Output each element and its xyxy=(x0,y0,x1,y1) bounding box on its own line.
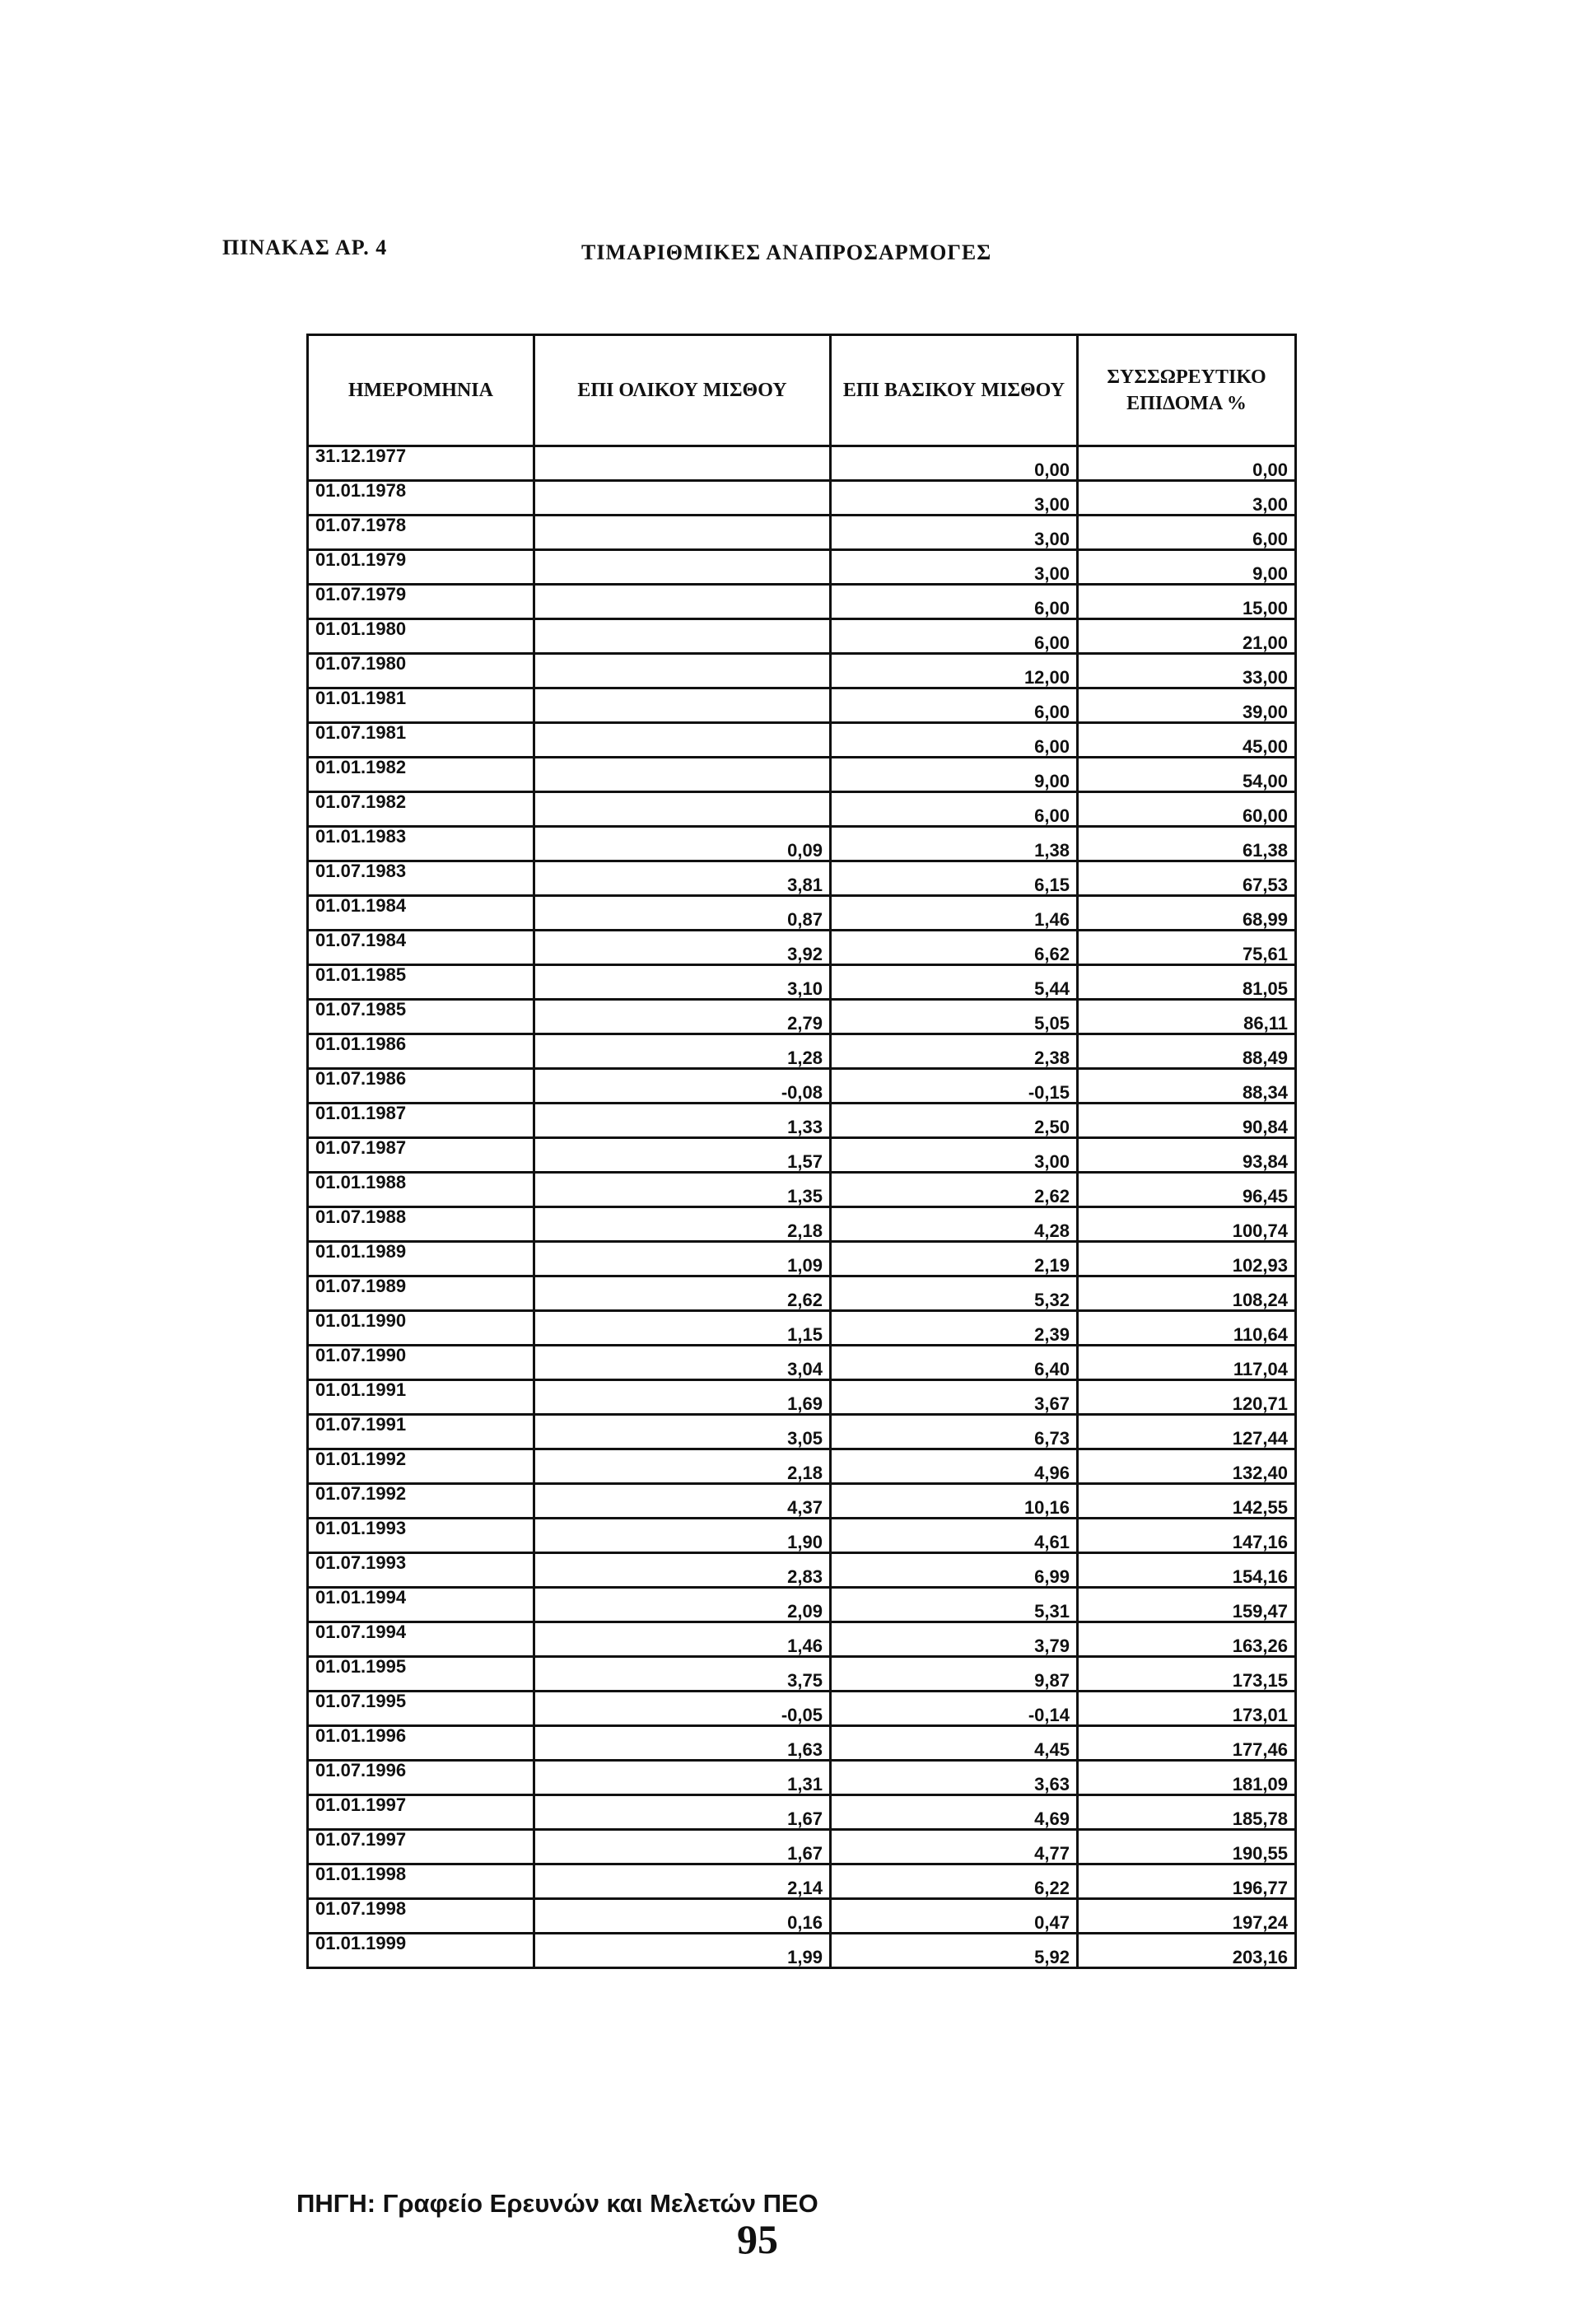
cell-date: 01.01.1998 xyxy=(308,1864,534,1899)
cell-cumulative: 154,16 xyxy=(1078,1553,1296,1588)
cell-cumulative: 132,40 xyxy=(1078,1449,1296,1484)
cell-total-salary: 3,92 xyxy=(534,931,831,965)
column-header-total-salary: ΕΠΙ ΟΛΙΚΟΥ ΜΙΣΘΟΥ xyxy=(534,335,831,446)
cell-date: 01.01.1990 xyxy=(308,1311,534,1346)
cell-basic-salary: 6,00 xyxy=(831,723,1078,758)
cell-date: 01.01.1984 xyxy=(308,896,534,931)
cell-date: 01.01.1983 xyxy=(308,827,534,861)
cell-basic-salary: 2,50 xyxy=(831,1104,1078,1138)
cell-cumulative: 67,53 xyxy=(1078,861,1296,896)
cell-basic-salary: 4,28 xyxy=(831,1207,1078,1242)
cell-cumulative: 6,00 xyxy=(1078,516,1296,550)
cell-date: 01.07.1998 xyxy=(308,1899,534,1934)
table-row xyxy=(308,1242,1296,1276)
cell-date: 01.07.1983 xyxy=(308,861,534,896)
cell-date: 01.07.1979 xyxy=(308,585,534,619)
cell-basic-salary: 3,00 xyxy=(831,516,1078,550)
table-row xyxy=(308,1034,1296,1069)
page-title: ΤΙΜΑΡΙΘΜΙΚΕΣ ΑΝΑΠΡΟΣΑΡΜΟΓΕΣ xyxy=(581,240,992,264)
table-row xyxy=(308,1138,1296,1173)
cell-basic-salary: 9,00 xyxy=(831,758,1078,792)
cell-basic-salary: 0,47 xyxy=(831,1899,1078,1934)
cell-total-salary: 1,67 xyxy=(534,1795,831,1830)
cell-total-salary: 4,37 xyxy=(534,1484,831,1519)
cell-date: 01.01.1982 xyxy=(308,758,534,792)
table-row xyxy=(308,1069,1296,1104)
table-row xyxy=(308,965,1296,1000)
cell-total-salary: 1,28 xyxy=(534,1034,831,1069)
table-row xyxy=(308,1795,1296,1830)
cell-total-salary: 1,31 xyxy=(534,1761,831,1795)
cell-cumulative: 108,24 xyxy=(1078,1276,1296,1311)
cell-basic-salary: 6,40 xyxy=(831,1346,1078,1380)
cell-date: 01.07.1986 xyxy=(308,1069,534,1104)
cell-total-salary: -0,08 xyxy=(534,1069,831,1104)
cell-cumulative: 163,26 xyxy=(1078,1622,1296,1657)
cell-date: 01.01.1980 xyxy=(308,619,534,654)
cell-date: 01.01.1992 xyxy=(308,1449,534,1484)
table-row xyxy=(308,1484,1296,1519)
cell-total-salary xyxy=(534,585,831,619)
cell-total-salary: 1,09 xyxy=(534,1242,831,1276)
cell-date: 01.07.1989 xyxy=(308,1276,534,1311)
table-row xyxy=(308,619,1296,654)
table-row xyxy=(308,1622,1296,1657)
table-body xyxy=(308,446,1296,1968)
cell-total-salary: -0,05 xyxy=(534,1692,831,1726)
cell-basic-salary: 6,00 xyxy=(831,688,1078,723)
cell-date: 01.01.1993 xyxy=(308,1519,534,1553)
cell-basic-salary: 4,77 xyxy=(831,1830,1078,1864)
table-row xyxy=(308,446,1296,481)
cell-date: 01.01.1996 xyxy=(308,1726,534,1761)
cell-cumulative: 54,00 xyxy=(1078,758,1296,792)
table-row xyxy=(308,1276,1296,1311)
cell-total-salary: 1,67 xyxy=(534,1830,831,1864)
cell-basic-salary: 4,45 xyxy=(831,1726,1078,1761)
cell-cumulative: 0,00 xyxy=(1078,446,1296,481)
cell-total-salary xyxy=(534,688,831,723)
cell-date: 01.01.1988 xyxy=(308,1173,534,1207)
cell-date: 01.01.1991 xyxy=(308,1380,534,1415)
cell-cumulative: 147,16 xyxy=(1078,1519,1296,1553)
cell-total-salary: 0,16 xyxy=(534,1899,831,1934)
cell-date: 01.07.1992 xyxy=(308,1484,534,1519)
cell-cumulative: 88,49 xyxy=(1078,1034,1296,1069)
cell-total-salary xyxy=(534,758,831,792)
cell-basic-salary: 3,67 xyxy=(831,1380,1078,1415)
cell-cumulative: 3,00 xyxy=(1078,481,1296,516)
cell-date: 01.07.1987 xyxy=(308,1138,534,1173)
cell-date: 01.07.1996 xyxy=(308,1761,534,1795)
table-header xyxy=(308,335,1296,446)
table-row xyxy=(308,1899,1296,1934)
cell-basic-salary: 6,73 xyxy=(831,1415,1078,1449)
cell-date: 01.01.1995 xyxy=(308,1657,534,1692)
column-header-basic-salary: ΕΠΙ ΒΑΣΙΚΟΥ ΜΙΣΘΟΥ xyxy=(831,335,1078,446)
cell-total-salary: 2,79 xyxy=(534,1000,831,1034)
cell-basic-salary: 5,05 xyxy=(831,1000,1078,1034)
cell-date: 01.07.1978 xyxy=(308,516,534,550)
cell-date: 01.01.1981 xyxy=(308,688,534,723)
cell-basic-salary: 6,15 xyxy=(831,861,1078,896)
cell-date: 01.01.1994 xyxy=(308,1588,534,1622)
cell-total-salary: 2,83 xyxy=(534,1553,831,1588)
cell-cumulative: 9,00 xyxy=(1078,550,1296,585)
table-row xyxy=(308,1830,1296,1864)
cell-cumulative: 127,44 xyxy=(1078,1415,1296,1449)
cell-date: 01.01.1986 xyxy=(308,1034,534,1069)
table-row xyxy=(308,896,1296,931)
cell-cumulative: 88,34 xyxy=(1078,1069,1296,1104)
cell-total-salary xyxy=(534,654,831,688)
cell-cumulative: 39,00 xyxy=(1078,688,1296,723)
cell-date: 01.01.1987 xyxy=(308,1104,534,1138)
cell-cumulative: 190,55 xyxy=(1078,1830,1296,1864)
cell-date: 01.07.1994 xyxy=(308,1622,534,1657)
table-row xyxy=(308,1104,1296,1138)
column-header-date: ΗΜΕΡΟΜΗΝΙΑ xyxy=(308,335,534,446)
column-header-cumulative-allowance: ΣΥΣΣΩΡΕΥΤΙΚΟ ΕΠΙΔΟΜΑ % xyxy=(1078,335,1296,446)
cell-basic-salary: 1,46 xyxy=(831,896,1078,931)
cell-total-salary: 1,46 xyxy=(534,1622,831,1657)
cell-basic-salary: 3,79 xyxy=(831,1622,1078,1657)
table-row xyxy=(308,723,1296,758)
cell-cumulative: 181,09 xyxy=(1078,1761,1296,1795)
cell-total-salary xyxy=(534,723,831,758)
cell-basic-salary: 6,00 xyxy=(831,585,1078,619)
cell-date: 01.07.1981 xyxy=(308,723,534,758)
cell-basic-salary: -0,14 xyxy=(831,1692,1078,1726)
cell-cumulative: 93,84 xyxy=(1078,1138,1296,1173)
table-row xyxy=(308,1346,1296,1380)
cell-date: 01.01.1997 xyxy=(308,1795,534,1830)
cell-total-salary xyxy=(534,516,831,550)
table-row xyxy=(308,585,1296,619)
cell-date: 31.12.1977 xyxy=(308,446,534,481)
table-row xyxy=(308,1415,1296,1449)
cell-total-salary: 1,69 xyxy=(534,1380,831,1415)
cell-cumulative: 110,64 xyxy=(1078,1311,1296,1346)
cell-total-salary xyxy=(534,550,831,585)
cell-cumulative: 86,11 xyxy=(1078,1000,1296,1034)
table-row xyxy=(308,758,1296,792)
source-note: ΠΗΓΗ: Γραφείο Ερευνών και Μελετών ΠΕΟ xyxy=(296,2189,818,2218)
adjustments-table xyxy=(306,334,1297,1969)
table-row xyxy=(308,688,1296,723)
cell-date: 01.07.1991 xyxy=(308,1415,534,1449)
cell-cumulative: 197,24 xyxy=(1078,1899,1296,1934)
cell-total-salary: 2,09 xyxy=(534,1588,831,1622)
cell-cumulative: 68,99 xyxy=(1078,896,1296,931)
table-row xyxy=(308,1553,1296,1588)
cell-basic-salary: 0,00 xyxy=(831,446,1078,481)
cell-basic-salary: 5,44 xyxy=(831,965,1078,1000)
cell-cumulative: 75,61 xyxy=(1078,931,1296,965)
cell-date: 01.07.1993 xyxy=(308,1553,534,1588)
cell-date: 01.07.1990 xyxy=(308,1346,534,1380)
table-row xyxy=(308,1449,1296,1484)
cell-total-salary: 3,10 xyxy=(534,965,831,1000)
table-row xyxy=(308,1519,1296,1553)
cell-total-salary: 2,18 xyxy=(534,1449,831,1484)
table-row xyxy=(308,1000,1296,1034)
cell-date: 01.07.1997 xyxy=(308,1830,534,1864)
cell-basic-salary: 2,39 xyxy=(831,1311,1078,1346)
table-row xyxy=(308,1207,1296,1242)
cell-total-salary: 3,05 xyxy=(534,1415,831,1449)
cell-total-salary: 0,09 xyxy=(534,827,831,861)
cell-date: 01.01.1985 xyxy=(308,965,534,1000)
table-row xyxy=(308,1692,1296,1726)
cell-basic-salary: -0,15 xyxy=(831,1069,1078,1104)
cell-total-salary: 2,62 xyxy=(534,1276,831,1311)
cell-date: 01.01.1978 xyxy=(308,481,534,516)
cell-basic-salary: 2,62 xyxy=(831,1173,1078,1207)
cell-total-salary: 1,35 xyxy=(534,1173,831,1207)
table-row xyxy=(308,481,1296,516)
table-row xyxy=(308,654,1296,688)
cell-total-salary: 1,63 xyxy=(534,1726,831,1761)
cell-basic-salary: 4,69 xyxy=(831,1795,1078,1830)
cell-basic-salary: 6,00 xyxy=(831,792,1078,827)
table-row xyxy=(308,827,1296,861)
cell-cumulative: 100,74 xyxy=(1078,1207,1296,1242)
cell-basic-salary: 1,38 xyxy=(831,827,1078,861)
page-number: 95 xyxy=(737,2216,778,2262)
cell-basic-salary: 10,16 xyxy=(831,1484,1078,1519)
cell-total-salary: 0,87 xyxy=(534,896,831,931)
cell-total-salary: 3,75 xyxy=(534,1657,831,1692)
cell-date: 01.07.1995 xyxy=(308,1692,534,1726)
cell-date: 01.01.1979 xyxy=(308,550,534,585)
cell-basic-salary: 2,19 xyxy=(831,1242,1078,1276)
cell-cumulative: 142,55 xyxy=(1078,1484,1296,1519)
table-row xyxy=(308,1588,1296,1622)
cell-cumulative: 15,00 xyxy=(1078,585,1296,619)
cell-total-salary xyxy=(534,446,831,481)
cell-cumulative: 185,78 xyxy=(1078,1795,1296,1830)
cell-date: 01.07.1985 xyxy=(308,1000,534,1034)
cell-basic-salary: 3,00 xyxy=(831,481,1078,516)
cell-cumulative: 45,00 xyxy=(1078,723,1296,758)
table-row xyxy=(308,1864,1296,1899)
cell-basic-salary: 9,87 xyxy=(831,1657,1078,1692)
cell-cumulative: 196,77 xyxy=(1078,1864,1296,1899)
cell-cumulative: 81,05 xyxy=(1078,965,1296,1000)
cell-total-salary: 1,33 xyxy=(534,1104,831,1138)
table-row xyxy=(308,516,1296,550)
table-row xyxy=(308,1761,1296,1795)
cell-basic-salary: 4,96 xyxy=(831,1449,1078,1484)
cell-total-salary: 3,04 xyxy=(534,1346,831,1380)
cell-basic-salary: 6,00 xyxy=(831,619,1078,654)
cell-total-salary: 3,81 xyxy=(534,861,831,896)
table-row xyxy=(308,1934,1296,1968)
cell-total-salary: 1,15 xyxy=(534,1311,831,1346)
cell-cumulative: 177,46 xyxy=(1078,1726,1296,1761)
cell-date: 01.07.1988 xyxy=(308,1207,534,1242)
cell-basic-salary: 6,99 xyxy=(831,1553,1078,1588)
cell-cumulative: 173,15 xyxy=(1078,1657,1296,1692)
cell-basic-salary: 3,00 xyxy=(831,550,1078,585)
cell-basic-salary: 5,92 xyxy=(831,1934,1078,1968)
cell-total-salary: 1,57 xyxy=(534,1138,831,1173)
cell-date: 01.01.1999 xyxy=(308,1934,534,1968)
cell-cumulative: 203,16 xyxy=(1078,1934,1296,1968)
cell-basic-salary: 5,32 xyxy=(831,1276,1078,1311)
cell-cumulative: 21,00 xyxy=(1078,619,1296,654)
cell-cumulative: 117,04 xyxy=(1078,1346,1296,1380)
cell-basic-salary: 3,00 xyxy=(831,1138,1078,1173)
table-label: ΠΙΝΑΚΑΣ ΑΡ. 4 xyxy=(222,236,388,259)
cell-date: 01.07.1982 xyxy=(308,792,534,827)
cell-total-salary: 1,99 xyxy=(534,1934,831,1968)
table-row xyxy=(308,1657,1296,1692)
table-row xyxy=(308,1311,1296,1346)
cell-cumulative: 61,38 xyxy=(1078,827,1296,861)
cell-basic-salary: 5,31 xyxy=(831,1588,1078,1622)
cell-date: 01.07.1984 xyxy=(308,931,534,965)
cell-total-salary: 1,90 xyxy=(534,1519,831,1553)
cell-cumulative: 120,71 xyxy=(1078,1380,1296,1415)
cell-cumulative: 173,01 xyxy=(1078,1692,1296,1726)
cell-total-salary: 2,14 xyxy=(534,1864,831,1899)
cell-cumulative: 159,47 xyxy=(1078,1588,1296,1622)
cell-total-salary: 2,18 xyxy=(534,1207,831,1242)
cell-total-salary xyxy=(534,481,831,516)
cell-cumulative: 60,00 xyxy=(1078,792,1296,827)
cell-cumulative: 102,93 xyxy=(1078,1242,1296,1276)
table-row xyxy=(308,1173,1296,1207)
cell-cumulative: 96,45 xyxy=(1078,1173,1296,1207)
table-row xyxy=(308,1726,1296,1761)
table-row xyxy=(308,861,1296,896)
table-row xyxy=(308,931,1296,965)
cell-total-salary xyxy=(534,619,831,654)
cell-total-salary xyxy=(534,792,831,827)
table-row xyxy=(308,550,1296,585)
cell-date: 01.07.1980 xyxy=(308,654,534,688)
cell-basic-salary: 6,62 xyxy=(831,931,1078,965)
table-row xyxy=(308,1380,1296,1415)
table-row xyxy=(308,792,1296,827)
cell-basic-salary: 4,61 xyxy=(831,1519,1078,1553)
cell-basic-salary: 6,22 xyxy=(831,1864,1078,1899)
cell-basic-salary: 12,00 xyxy=(831,654,1078,688)
cell-cumulative: 33,00 xyxy=(1078,654,1296,688)
header-row xyxy=(308,335,1296,446)
cell-date: 01.01.1989 xyxy=(308,1242,534,1276)
cell-cumulative: 90,84 xyxy=(1078,1104,1296,1138)
cell-basic-salary: 2,38 xyxy=(831,1034,1078,1069)
cell-basic-salary: 3,63 xyxy=(831,1761,1078,1795)
